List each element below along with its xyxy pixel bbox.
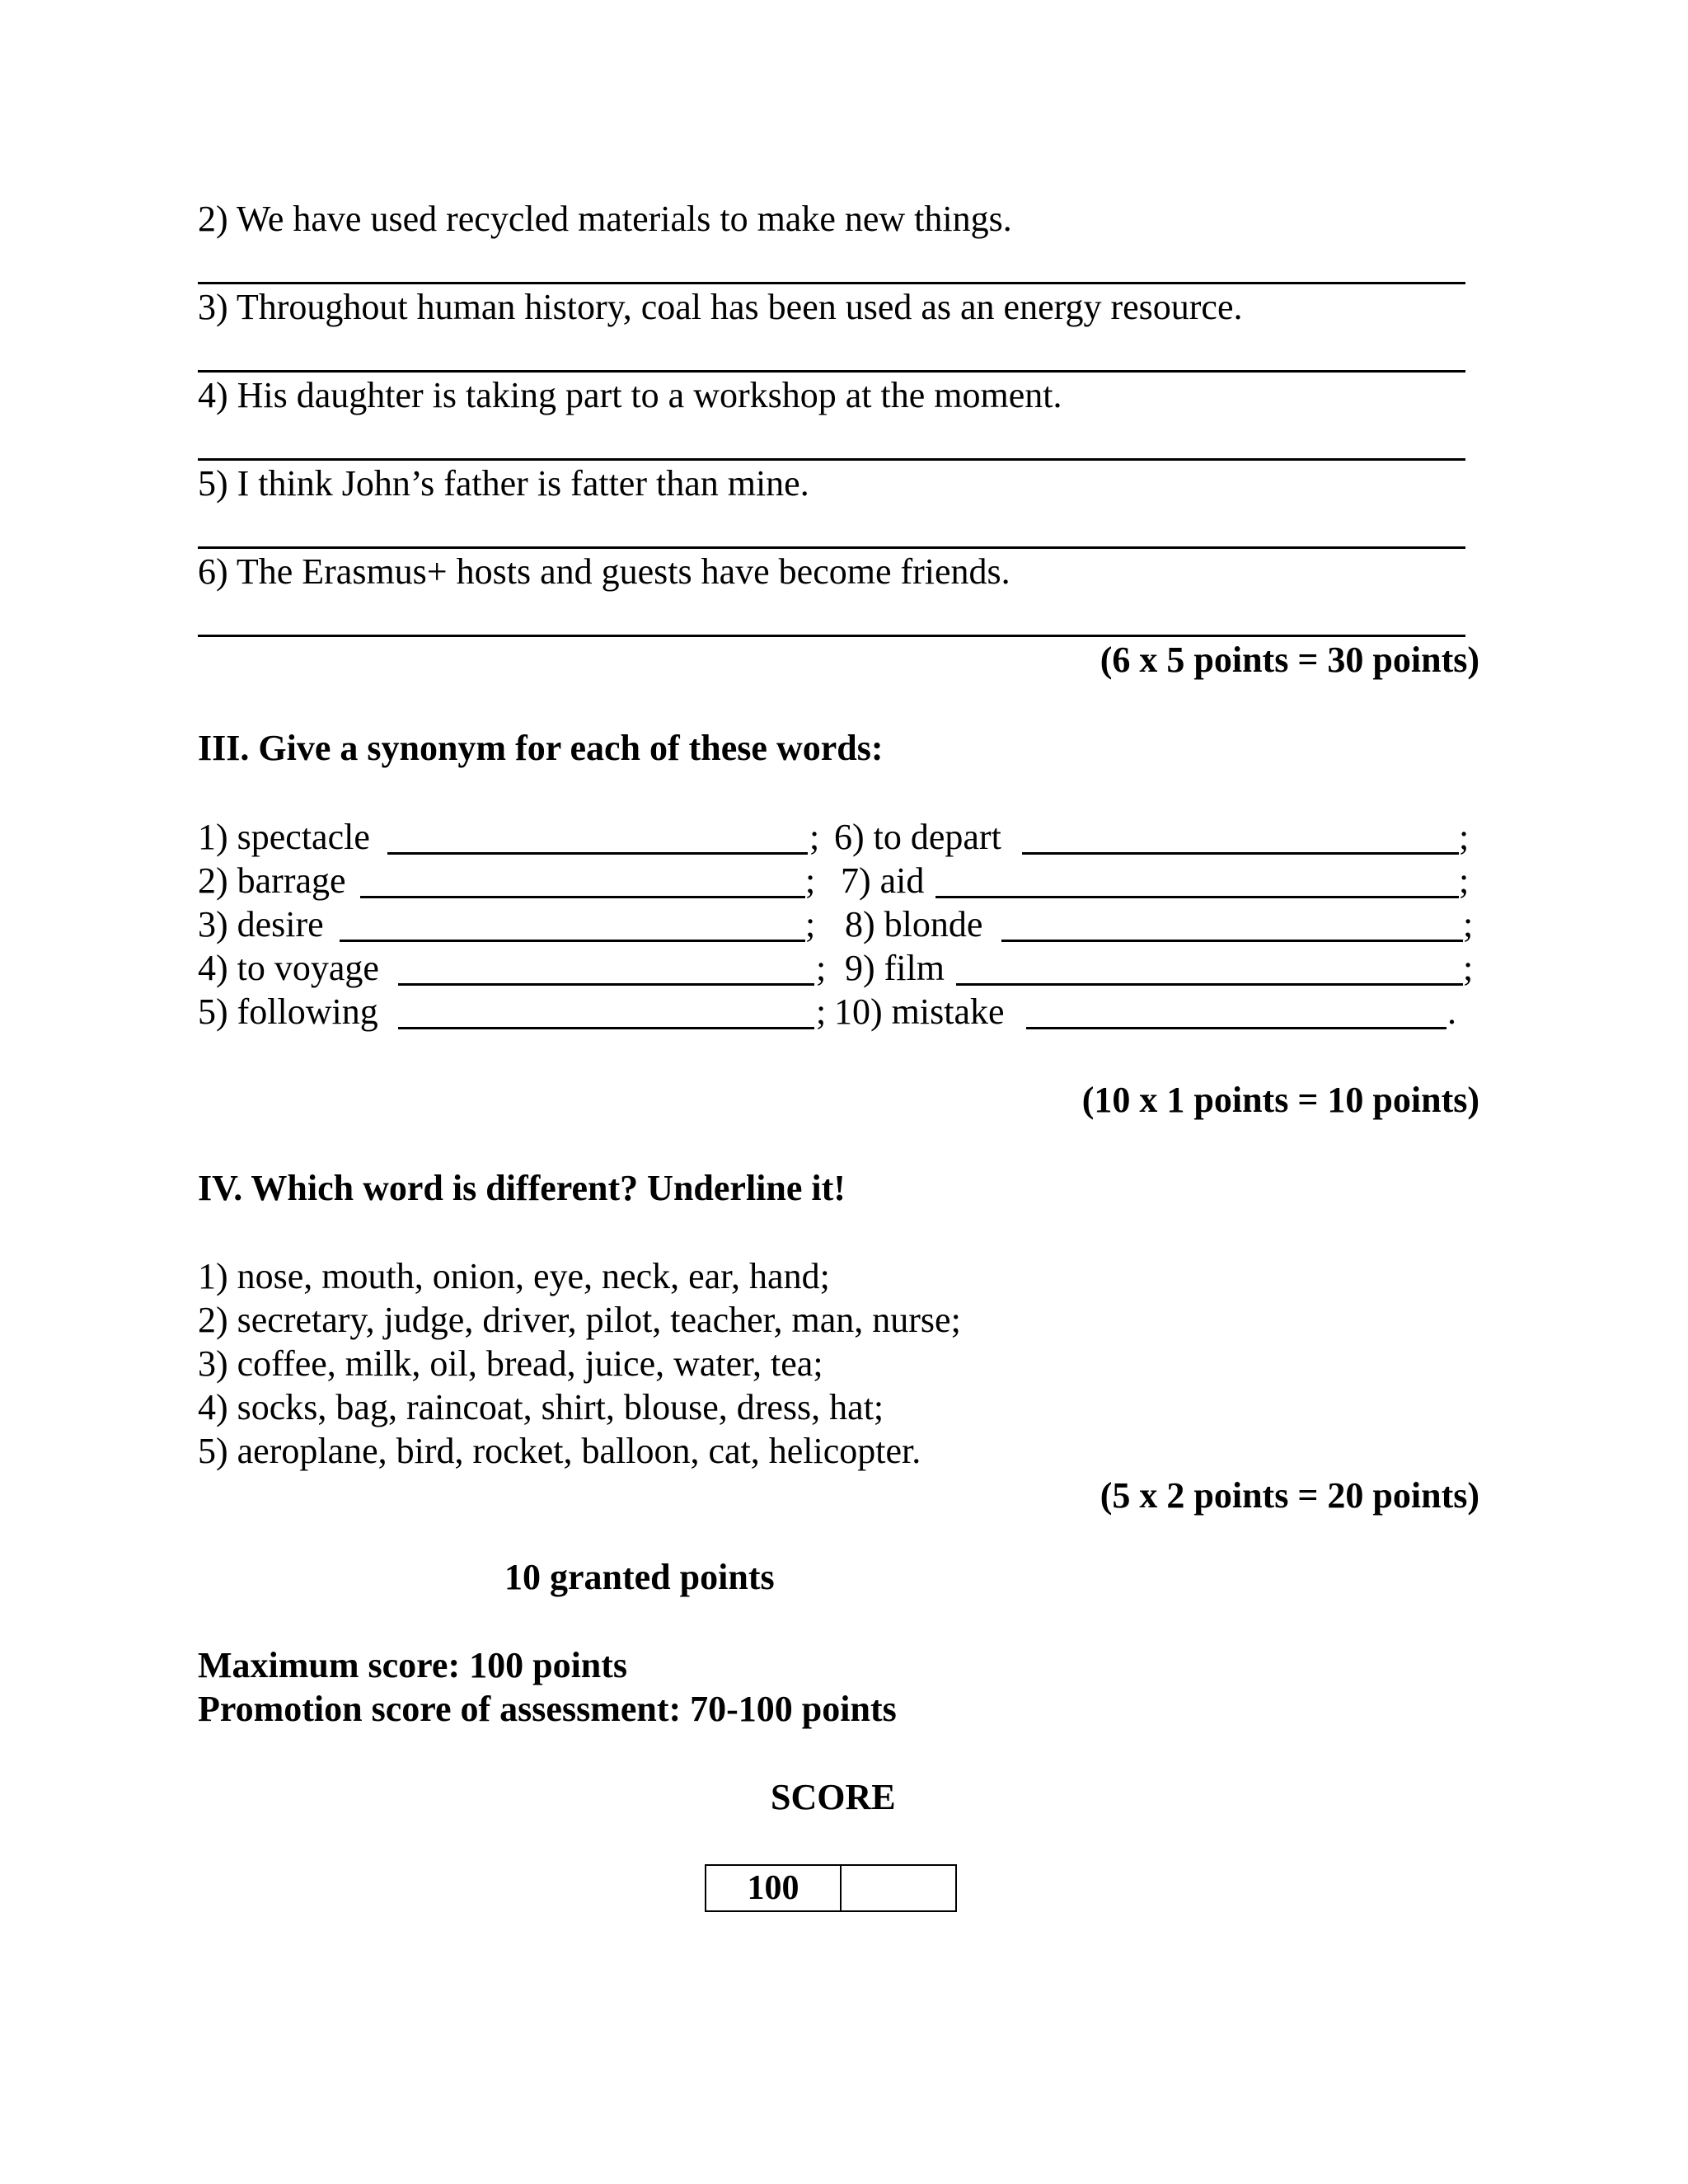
synonym-blank-10[interactable]	[1026, 1027, 1447, 1029]
synonym-sep-4: ;	[816, 948, 827, 988]
synonym-blank-1[interactable]	[387, 852, 808, 855]
synonym-sep-10: .	[1447, 991, 1456, 1032]
list-item-4[interactable]: 4) socks, bag, raincoat, shirt, blouse, dress, hat;	[198, 1387, 884, 1427]
list-item-2[interactable]: 2) secretary, judge, driver, pilot, teacher, man, nurse;	[198, 1300, 961, 1340]
score-max-cell: 100	[706, 1865, 841, 1911]
synonym-word-1: 1) spectacle	[198, 817, 370, 857]
synonym-sep-8: ;	[1463, 904, 1474, 944]
section3-points: (10 x 1 points = 10 points)	[1081, 1080, 1479, 1120]
synonym-word-9: 9) film	[845, 948, 945, 988]
synonym-word-4: 4) to voyage	[198, 948, 379, 988]
synonym-word-6: 6) to depart	[834, 817, 1001, 857]
synonym-sep-5: ;	[816, 991, 827, 1032]
synonym-word-3: 3) desire	[198, 904, 324, 944]
synonym-blank-7[interactable]	[935, 896, 1459, 898]
answer-line-5[interactable]	[198, 546, 1465, 549]
synonym-blank-4[interactable]	[398, 983, 814, 986]
promotion-score: Promotion score of assessment: 70-100 points	[198, 1689, 897, 1729]
synonym-word-10: 10) mistake	[834, 991, 1005, 1032]
answer-line-6[interactable]	[198, 635, 1465, 637]
score-input-cell[interactable]	[841, 1865, 956, 1911]
synonym-word-2: 2) barrage	[198, 860, 346, 901]
section2-points: (6 x 5 points = 30 points)	[1100, 640, 1479, 680]
sentence-5: 5) I think John’s father is fatter than mine.	[198, 463, 809, 504]
synonym-sep-1: ;	[809, 817, 820, 857]
synonym-blank-8[interactable]	[1001, 940, 1463, 942]
answer-line-4[interactable]	[198, 458, 1465, 461]
maximum-score: Maximum score: 100 points	[198, 1645, 628, 1685]
synonym-word-8: 8) blonde	[845, 904, 983, 944]
sentence-2: 2) We have used recycled materials to make new things.	[198, 199, 1012, 239]
synonym-word-7: 7) aid	[841, 860, 925, 901]
synonym-sep-2: ;	[805, 860, 816, 901]
synonym-blank-5[interactable]	[398, 1027, 814, 1029]
synonym-blank-6[interactable]	[1022, 852, 1459, 855]
sentence-6: 6) The Erasmus+ hosts and guests have become friends.	[198, 551, 1010, 592]
answer-line-3[interactable]	[198, 370, 1465, 373]
synonym-sep-9: ;	[1463, 948, 1474, 988]
sentence-3: 3) Throughout human history, coal has been used as an energy resource.	[198, 287, 1243, 327]
list-item-3[interactable]: 3) coffee, milk, oil, bread, juice, water, tea;	[198, 1343, 823, 1384]
section4-points: (5 x 2 points = 20 points)	[1100, 1475, 1479, 1516]
section4-heading: IV. Which word is different? Underline it!	[198, 1168, 846, 1208]
synonym-word-5: 5) following	[198, 991, 378, 1032]
synonym-blank-3[interactable]	[340, 940, 805, 942]
granted-points: 10 granted points	[504, 1557, 775, 1597]
answer-line-2[interactable]	[198, 282, 1465, 284]
section3-heading: III. Give a synonym for each of these words:	[198, 728, 884, 768]
score-title: SCORE	[771, 1777, 896, 1817]
sentence-4: 4) His daughter is taking part to a workshop at the moment.	[198, 375, 1062, 415]
synonym-blank-2[interactable]	[360, 896, 805, 898]
synonym-sep-6: ;	[1459, 817, 1470, 857]
synonym-blank-9[interactable]	[956, 983, 1463, 986]
synonym-sep-3: ;	[805, 904, 816, 944]
score-table	[705, 1864, 957, 1912]
list-item-5[interactable]: 5) aeroplane, bird, rocket, balloon, cat, helicopter.	[198, 1431, 921, 1471]
synonym-sep-7: ;	[1459, 860, 1470, 901]
list-item-1[interactable]: 1) nose, mouth, onion, eye, neck, ear, hand;	[198, 1256, 830, 1296]
